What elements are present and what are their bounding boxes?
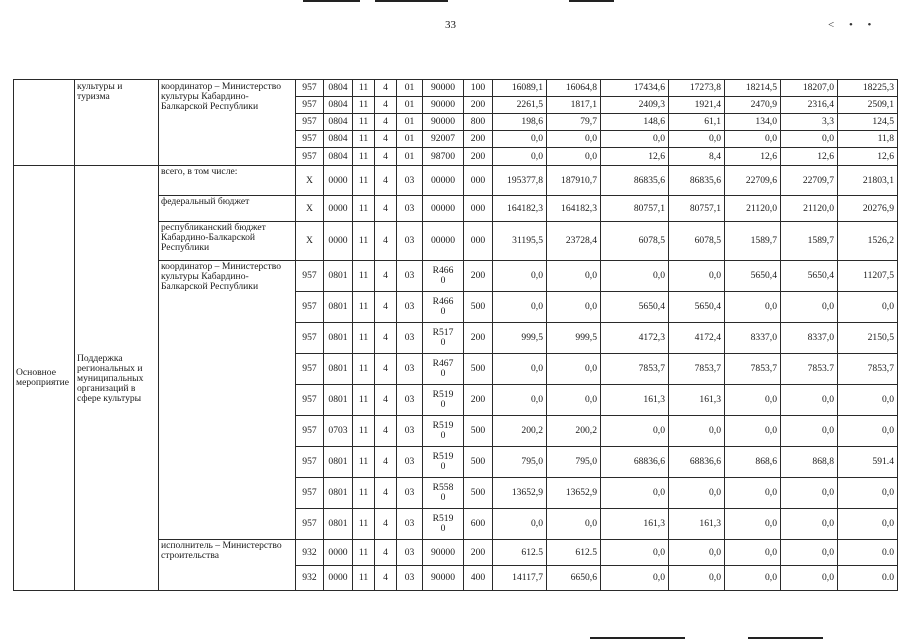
table-cell: 22709,7 — [781, 166, 838, 196]
table-cell: R519 0 — [423, 509, 464, 540]
table-cell: 0,0 — [838, 509, 898, 540]
table-cell: 161,3 — [601, 385, 669, 416]
table-cell: R519 0 — [423, 447, 464, 478]
table-cell: 13652,9 — [493, 478, 547, 509]
executor-cell-total: всего, в том числе: — [159, 166, 296, 196]
table-cell: 0,0 — [725, 292, 781, 323]
table-cell: 795,0 — [493, 447, 547, 478]
table-cell: 957 — [296, 478, 324, 509]
table-cell: 01 — [397, 80, 423, 97]
table-cell: 11 — [353, 166, 375, 196]
table-cell: 0,0 — [547, 354, 601, 385]
table-cell: R519 0 — [423, 385, 464, 416]
table-cell: 4 — [375, 416, 397, 447]
table-cell: 03 — [397, 416, 423, 447]
table-cell: 0,0 — [725, 540, 781, 566]
table-cell: 957 — [296, 148, 324, 166]
scan-line-top-1 — [303, 0, 360, 2]
table-cell: 0,0 — [493, 148, 547, 166]
table-cell: 0000 — [324, 222, 353, 261]
table-cell: 187910,7 — [547, 166, 601, 196]
table-cell: 868,6 — [725, 447, 781, 478]
table-cell: 0,0 — [725, 416, 781, 447]
table-cell: 20276,9 — [838, 196, 898, 222]
table-cell: 6078,5 — [669, 222, 725, 261]
table-cell: 200 — [464, 323, 493, 354]
table-cell: 0801 — [324, 323, 353, 354]
table-cell: 0,0 — [781, 566, 838, 591]
table-cell: 12,6 — [781, 148, 838, 166]
table-cell: 0,0 — [725, 566, 781, 591]
table-cell: 000 — [464, 222, 493, 261]
table-cell: 0,0 — [547, 385, 601, 416]
table-cell: 21803,1 — [838, 166, 898, 196]
table-cell: X — [296, 166, 324, 196]
table-cell: 8,4 — [669, 148, 725, 166]
table-cell: 01 — [397, 148, 423, 166]
table-cell: 932 — [296, 566, 324, 591]
table-cell: R558 0 — [423, 478, 464, 509]
table-cell: 0,0 — [725, 478, 781, 509]
table-cell: 0000 — [324, 540, 353, 566]
table-cell: 200 — [464, 385, 493, 416]
table-cell: 0,0 — [725, 131, 781, 148]
table-cell: 0,0 — [838, 292, 898, 323]
section-cell-top — [14, 80, 75, 166]
table-cell: 200 — [464, 261, 493, 292]
table-cell: 612.5 — [493, 540, 547, 566]
table-cell: 90000 — [423, 97, 464, 114]
table-cell: 164182,3 — [547, 196, 601, 222]
table-cell: 4 — [375, 478, 397, 509]
executor-cell-federal: федеральный бюджет — [159, 196, 296, 222]
table-cell: 11 — [353, 540, 375, 566]
table-cell: 124,5 — [838, 114, 898, 131]
table-cell: 17273,8 — [669, 80, 725, 97]
table-cell: 795,0 — [547, 447, 601, 478]
table-cell: 0,0 — [493, 354, 547, 385]
table-cell: 100 — [464, 80, 493, 97]
table-cell: 11 — [353, 97, 375, 114]
table-cell: 200,2 — [493, 416, 547, 447]
table-cell: 0000 — [324, 566, 353, 591]
table-cell: 0801 — [324, 292, 353, 323]
table-cell: 0,0 — [781, 416, 838, 447]
table-cell: 4 — [375, 323, 397, 354]
table-cell: 4 — [375, 222, 397, 261]
table-cell: 11 — [353, 114, 375, 131]
table-cell: 80757,1 — [669, 196, 725, 222]
table-cell: 4 — [375, 166, 397, 196]
table-cell: 0,0 — [781, 540, 838, 566]
table-cell: 0703 — [324, 416, 353, 447]
table-cell: 11 — [353, 131, 375, 148]
table-cell: 148,6 — [601, 114, 669, 131]
table-cell: 2316,4 — [781, 97, 838, 114]
table-cell: 0,0 — [781, 292, 838, 323]
table-cell: 0,0 — [669, 131, 725, 148]
table-cell: 0,0 — [547, 148, 601, 166]
table-cell: 11 — [353, 292, 375, 323]
table-cell: R517 0 — [423, 323, 464, 354]
table-cell: 31195,5 — [493, 222, 547, 261]
table-cell: 1817,1 — [547, 97, 601, 114]
table-cell: 0,0 — [725, 509, 781, 540]
table-cell: 4 — [375, 566, 397, 591]
scan-line-top-3 — [569, 0, 614, 2]
table-cell: 5650,4 — [781, 261, 838, 292]
table-cell: 3,3 — [781, 114, 838, 131]
table-cell: 0801 — [324, 354, 353, 385]
table-cell: 03 — [397, 292, 423, 323]
table-cell: 2150,5 — [838, 323, 898, 354]
table-cell: 591.4 — [838, 447, 898, 478]
table-cell: 932 — [296, 540, 324, 566]
program-cell: Поддержка региональных и муниципальных организаций в сфере культуры — [75, 166, 159, 591]
table-cell: 0,0 — [493, 385, 547, 416]
table-cell: 500 — [464, 292, 493, 323]
table-cell: 2409,3 — [601, 97, 669, 114]
executor-cell-republic: республиканский бюджет Кабардино-Балкарской Республики — [159, 222, 296, 261]
table-cell: 2470,9 — [725, 97, 781, 114]
table-cell: 16089,1 — [493, 80, 547, 97]
table-cell: 0,0 — [493, 131, 547, 148]
table-cell: 0,0 — [838, 385, 898, 416]
table-cell: 164182,3 — [493, 196, 547, 222]
table-cell: 200 — [464, 148, 493, 166]
table-cell: 86835,6 — [669, 166, 725, 196]
table-cell: 18214,5 — [725, 80, 781, 97]
table-cell: R519 0 — [423, 416, 464, 447]
table-cell: 90000 — [423, 566, 464, 591]
table-cell: 11207,5 — [838, 261, 898, 292]
table-cell: 0,0 — [838, 478, 898, 509]
table-cell: 90000 — [423, 80, 464, 97]
table-cell: 4 — [375, 385, 397, 416]
table-cell: 0,0 — [547, 292, 601, 323]
table-cell: 0,0 — [781, 131, 838, 148]
table-cell: 0000 — [324, 196, 353, 222]
table-cell: 12,6 — [601, 148, 669, 166]
executor-cell-construction: исполнитель – Министерство строительства — [159, 540, 296, 591]
table-cell: 0804 — [324, 148, 353, 166]
section-cell: Основное мероприятие — [14, 166, 75, 591]
table-cell: 957 — [296, 416, 324, 447]
table-cell: 0,0 — [547, 509, 601, 540]
table-cell: 0,0 — [781, 509, 838, 540]
table-cell: 000 — [464, 166, 493, 196]
table-cell: 03 — [397, 540, 423, 566]
table-cell: 90000 — [423, 540, 464, 566]
table-cell: 22709,6 — [725, 166, 781, 196]
table-cell: 200,2 — [547, 416, 601, 447]
page-number: 33 — [445, 19, 456, 31]
table-cell: 0,0 — [669, 566, 725, 591]
table-cell: 1589,7 — [781, 222, 838, 261]
table-cell: 0.0 — [838, 566, 898, 591]
table-cell: 11 — [353, 566, 375, 591]
table-cell: 4 — [375, 540, 397, 566]
table-cell: 03 — [397, 196, 423, 222]
table-cell: 200 — [464, 540, 493, 566]
table-cell: 23728,4 — [547, 222, 601, 261]
program-cell-top: культуры и туризма — [75, 80, 159, 166]
table-cell: 79,7 — [547, 114, 601, 131]
table-cell: 4 — [375, 354, 397, 385]
table-cell: 0,0 — [669, 478, 725, 509]
table-cell: 4 — [375, 447, 397, 478]
table-cell: 03 — [397, 354, 423, 385]
table-cell: 0801 — [324, 478, 353, 509]
table-cell: 0,0 — [669, 416, 725, 447]
table-cell: 7853,7 — [601, 354, 669, 385]
table-cell: 4 — [375, 131, 397, 148]
table-cell: 2261,5 — [493, 97, 547, 114]
table-cell: 7853,7 — [838, 354, 898, 385]
table-cell: 0804 — [324, 114, 353, 131]
table-cell: 11 — [353, 80, 375, 97]
table-cell: 11 — [353, 222, 375, 261]
table-cell: 03 — [397, 261, 423, 292]
table-cell: 0,0 — [838, 416, 898, 447]
table-cell: 1589,7 — [725, 222, 781, 261]
table-cell: 12,6 — [838, 148, 898, 166]
table-cell: 500 — [464, 447, 493, 478]
table-cell: 999,5 — [547, 323, 601, 354]
table-cell: 6078,5 — [601, 222, 669, 261]
table-cell: 03 — [397, 323, 423, 354]
table-cell: 957 — [296, 131, 324, 148]
table-cell: 0,0 — [493, 261, 547, 292]
table-cell: 11 — [353, 385, 375, 416]
table-cell: 7853,7 — [725, 354, 781, 385]
table-cell: 11 — [353, 478, 375, 509]
table-cell: 0,0 — [547, 131, 601, 148]
table-cell: 86835,6 — [601, 166, 669, 196]
table-cell: 4 — [375, 509, 397, 540]
table-cell: 03 — [397, 509, 423, 540]
table-cell: 4172,3 — [601, 323, 669, 354]
table-cell: 03 — [397, 478, 423, 509]
table-cell: 5650,4 — [601, 292, 669, 323]
table-cell: 0,0 — [601, 540, 669, 566]
table-cell: 4 — [375, 148, 397, 166]
table-cell: 400 — [464, 566, 493, 591]
table-cell: X — [296, 222, 324, 261]
table-cell: 0,0 — [669, 261, 725, 292]
table-cell: 161,3 — [669, 509, 725, 540]
table-cell: 600 — [464, 509, 493, 540]
table-cell: 18207,0 — [781, 80, 838, 97]
table-cell: 5650,4 — [725, 261, 781, 292]
table-cell: 13652,9 — [547, 478, 601, 509]
table-cell: 4 — [375, 292, 397, 323]
table-cell: R466 0 — [423, 261, 464, 292]
table-cell: 03 — [397, 566, 423, 591]
table-cell: X — [296, 196, 324, 222]
table-cell: 0801 — [324, 509, 353, 540]
table-cell: 7853.7 — [781, 354, 838, 385]
table-cell: 161,3 — [601, 509, 669, 540]
table-cell: 957 — [296, 385, 324, 416]
table-cell: 8337,0 — [781, 323, 838, 354]
table-cell: 17434,6 — [601, 80, 669, 97]
scan-line-bottom-1 — [590, 637, 685, 639]
table-cell: 4 — [375, 97, 397, 114]
table-cell: 957 — [296, 354, 324, 385]
table-cell: 11 — [353, 323, 375, 354]
budget-table — [13, 79, 898, 591]
table-cell: 68836,6 — [601, 447, 669, 478]
table-cell: 0,0 — [547, 261, 601, 292]
table-cell: 11,8 — [838, 131, 898, 148]
table-cell: 0804 — [324, 97, 353, 114]
table-cell: 0804 — [324, 131, 353, 148]
table-cell: 11 — [353, 196, 375, 222]
table-cell: 612.5 — [547, 540, 601, 566]
table-cell: 11 — [353, 354, 375, 385]
table-cell: 0,0 — [493, 292, 547, 323]
table-cell: 000 — [464, 196, 493, 222]
table-cell: 03 — [397, 385, 423, 416]
table-cell: 5650,4 — [669, 292, 725, 323]
table-cell: 61,1 — [669, 114, 725, 131]
table-cell: 868,8 — [781, 447, 838, 478]
table-cell: 11 — [353, 148, 375, 166]
table-cell: 11 — [353, 416, 375, 447]
table-cell: 0,0 — [601, 566, 669, 591]
table-cell: 0,0 — [781, 478, 838, 509]
table-cell: 0000 — [324, 166, 353, 196]
table-cell: 00000 — [423, 222, 464, 261]
table-cell: 4 — [375, 196, 397, 222]
table-cell: 01 — [397, 131, 423, 148]
table-cell: 0804 — [324, 80, 353, 97]
table-cell: 161,3 — [669, 385, 725, 416]
table-cell: 1921,4 — [669, 97, 725, 114]
table-cell: 92007 — [423, 131, 464, 148]
table-cell: 01 — [397, 114, 423, 131]
table-cell: 0,0 — [669, 540, 725, 566]
table-cell: 500 — [464, 478, 493, 509]
table-cell: 4 — [375, 80, 397, 97]
table-cell: 957 — [296, 80, 324, 97]
table-cell: 4 — [375, 114, 397, 131]
table-cell: 195377,8 — [493, 166, 547, 196]
table-cell: 999,5 — [493, 323, 547, 354]
table-cell: 0801 — [324, 385, 353, 416]
scan-line-top-2 — [375, 0, 448, 2]
table-cell: 11 — [353, 509, 375, 540]
table-cell: 0801 — [324, 261, 353, 292]
table-cell: R467 0 — [423, 354, 464, 385]
table-cell: 80757,1 — [601, 196, 669, 222]
table-cell: 198,6 — [493, 114, 547, 131]
table-cell: 957 — [296, 97, 324, 114]
table-cell: 21120,0 — [725, 196, 781, 222]
table-cell: 800 — [464, 114, 493, 131]
table-cell: 8337,0 — [725, 323, 781, 354]
scan-line-bottom-2 — [748, 637, 823, 639]
table-cell: 14117,7 — [493, 566, 547, 591]
table-cell: 90000 — [423, 114, 464, 131]
table-cell: 957 — [296, 447, 324, 478]
table-cell: 21120,0 — [781, 196, 838, 222]
table-cell: 0,0 — [601, 261, 669, 292]
table-cell: R466 0 — [423, 292, 464, 323]
table-cell: 500 — [464, 416, 493, 447]
table-cell: 500 — [464, 354, 493, 385]
table-cell: 11 — [353, 261, 375, 292]
table-cell: 6650,6 — [547, 566, 601, 591]
table-cell: 03 — [397, 222, 423, 261]
table-cell: 12,6 — [725, 148, 781, 166]
table-cell: 16064,8 — [547, 80, 601, 97]
table-cell: 00000 — [423, 196, 464, 222]
table-cell: 0,0 — [601, 478, 669, 509]
table-cell: 2509,1 — [838, 97, 898, 114]
table-cell: 4172,4 — [669, 323, 725, 354]
table-cell: 98700 — [423, 148, 464, 166]
table-cell: 01 — [397, 97, 423, 114]
table-cell: 0,0 — [601, 416, 669, 447]
table-cell: 957 — [296, 261, 324, 292]
table-cell: 03 — [397, 447, 423, 478]
table-cell: 957 — [296, 292, 324, 323]
table-row — [14, 80, 898, 97]
executor-cell-coordinator: координатор – Министерство культуры Кабардино-Балкарской Республики — [159, 261, 296, 540]
table-cell: 00000 — [423, 166, 464, 196]
table-cell: 0,0 — [781, 385, 838, 416]
table-cell: 11 — [353, 447, 375, 478]
executor-cell-coordinator-top: координатор – Министерство культуры Кабардино-Балкарской Республики — [159, 80, 296, 166]
table-cell: 0801 — [324, 447, 353, 478]
table-cell: 4 — [375, 261, 397, 292]
table-cell: 68836,6 — [669, 447, 725, 478]
table-cell: 0,0 — [601, 131, 669, 148]
table-cell: 0,0 — [493, 509, 547, 540]
table-cell: 7853,7 — [669, 354, 725, 385]
table-cell: 200 — [464, 97, 493, 114]
table-cell: 1526,2 — [838, 222, 898, 261]
table-cell: 18225,3 — [838, 80, 898, 97]
corner-marks: < • • — [828, 19, 878, 31]
table-cell: 134,0 — [725, 114, 781, 131]
table-cell: 957 — [296, 509, 324, 540]
table-cell: 957 — [296, 323, 324, 354]
table-cell: 0,0 — [725, 385, 781, 416]
table-cell: 0.0 — [838, 540, 898, 566]
table-cell: 200 — [464, 131, 493, 148]
table-cell: 03 — [397, 166, 423, 196]
table-row — [14, 166, 898, 196]
table-cell: 957 — [296, 114, 324, 131]
